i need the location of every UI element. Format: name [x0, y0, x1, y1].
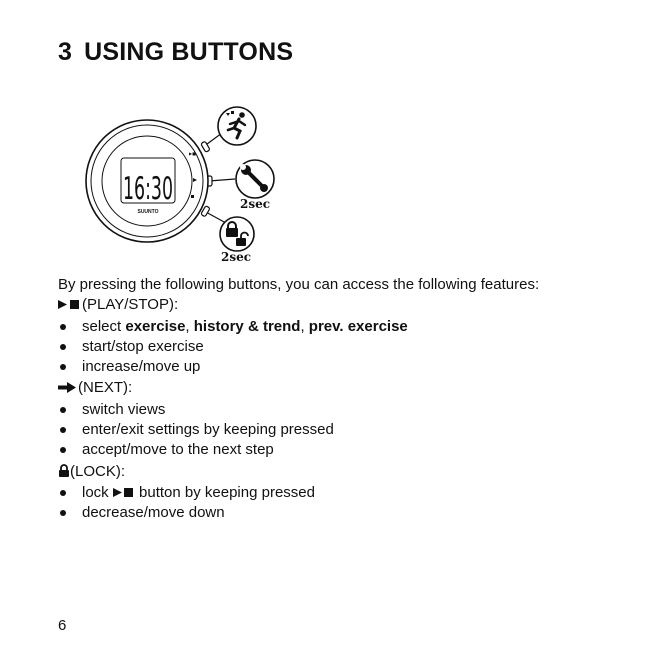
lock-list: [58, 483, 618, 524]
exercise-term: exercise: [125, 317, 186, 335]
watch-time: 16:30: [123, 171, 173, 207]
next-hold-duration: 2sec: [239, 197, 271, 211]
watch-brand: SUUNTO: [137, 209, 159, 215]
lock-icon: [58, 464, 70, 477]
history-trend-term: history & trend: [193, 317, 301, 335]
item-text: button by keeping pressed: [134, 483, 315, 501]
list-item: [58, 483, 618, 503]
list-item: switch views: [58, 400, 618, 420]
intro-text: By pressing the following buttons, you can access the following features:: [58, 276, 540, 293]
list-item: accept/move to the next step: [58, 440, 618, 460]
watch-diagram: [85, 100, 285, 265]
play-stop-list: [58, 317, 618, 378]
play-stop-heading: [58, 295, 618, 315]
lock-heading: [58, 462, 618, 482]
list-item: enter/exit settings by keeping pressed: [58, 420, 618, 440]
section-title: USING BUTTONS: [84, 38, 294, 66]
connector-line-next: [209, 179, 235, 181]
next-heading: [58, 378, 618, 398]
page-title: [58, 38, 293, 67]
next-list: [58, 400, 618, 461]
prev-exercise-term: prev. exercise: [308, 317, 408, 335]
svg-text:▶■: ▶■: [189, 151, 196, 156]
page-number: 6: [58, 617, 67, 634]
section-number: 3: [58, 38, 73, 66]
next-label: (NEXT):: [78, 379, 133, 397]
list-item: [58, 317, 618, 337]
separator: ,: [300, 317, 309, 335]
play-stop-label: (PLAY/STOP):: [82, 296, 179, 314]
lock-label: (LOCK):: [70, 462, 126, 480]
list-item: decrease/move down: [58, 503, 618, 523]
item-text: lock: [82, 483, 113, 501]
next-arrow-icon: [58, 382, 78, 393]
play-stop-icon: [58, 299, 82, 310]
button-features-text: [58, 275, 618, 525]
separator: ,: [185, 317, 194, 335]
watch-illustration: [85, 100, 285, 265]
lock-hold-duration: 2sec: [220, 250, 252, 264]
item-text: select: [82, 317, 126, 335]
list-item: increase/move up: [58, 357, 618, 377]
play-stop-icon: [113, 487, 135, 498]
list-item: start/stop exercise: [58, 337, 618, 357]
